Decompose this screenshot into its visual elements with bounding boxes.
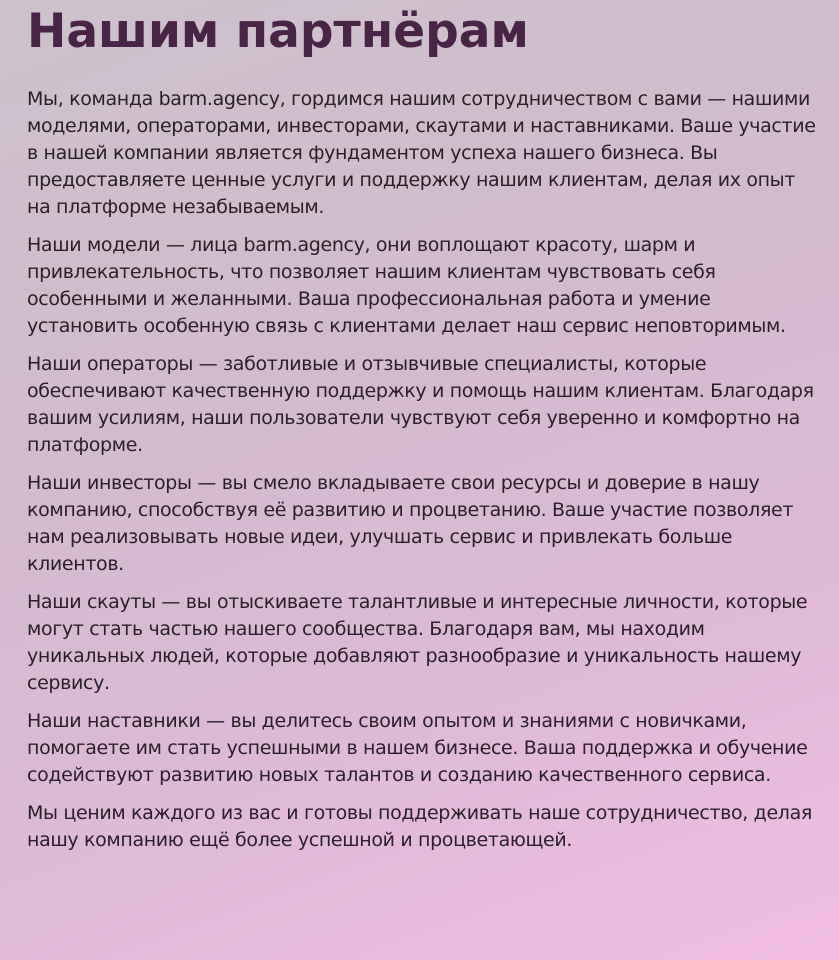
paragraph-models: Наши модели — лица barm.agency, они воплощают красоту, шарм и привлекательность, что позволяет нашим клиентам чувствовать себя особенными и желанными. Ваша профессиональная работа и умение установить особенную связь с клиентами делает наш сервис неповторимым. xyxy=(27,234,786,337)
article-body xyxy=(27,86,821,854)
page-title: Нашим партнёрам xyxy=(27,4,529,59)
paragraph-scouts: Наши скауты — вы отыскиваете талантливые и интересные личности, которые могут стать частью нашего сообщества. Благодаря вам, мы находим уникальных людей, которые добавляют разнообразие и уникальность нашему сервису. xyxy=(27,591,808,694)
paragraph-closing: Мы ценим каждого из вас и готовы поддерживать наше сотрудничество, делая нашу компанию ещё более успешной и процветающей. xyxy=(27,802,812,851)
paragraph-operators: Наши операторы — заботливые и отзывчивые специалисты, которые обеспечивают качественную поддержку и помощь нашим клиентам. Благодаря вашим усилиям, наши пользователи чувствуют себя уверенно и комфортно на платформе. xyxy=(27,353,814,456)
paragraph-intro: Мы, команда barm.agency, гордимся нашим сотрудничеством с вами — нашими моделями, операторами, инвесторами, скаутами и наставниками. Ваше участие в нашей компании является фундаментом успеха нашего бизнеса. Вы предоставляете ценные услуги и поддержку нашим клиентам, делая их опыт на платформе незабываемым. xyxy=(27,88,816,218)
paragraph-investors: Наши инвесторы — вы смело вкладываете свои ресурсы и доверие в нашу компанию, способствуя её развитию и процветанию. Ваше участие позволяет нам реализовывать новые идеи, улучшать сервис и привлекать больше клиентов. xyxy=(27,472,794,575)
paragraph-mentors: Наши наставники — вы делитесь своим опытом и знаниями с новичками, помогаете им стать успешными в нашем бизнесе. Ваша поддержка и обучение содействуют развитию новых талантов и созданию качественного сервиса. xyxy=(27,710,808,786)
